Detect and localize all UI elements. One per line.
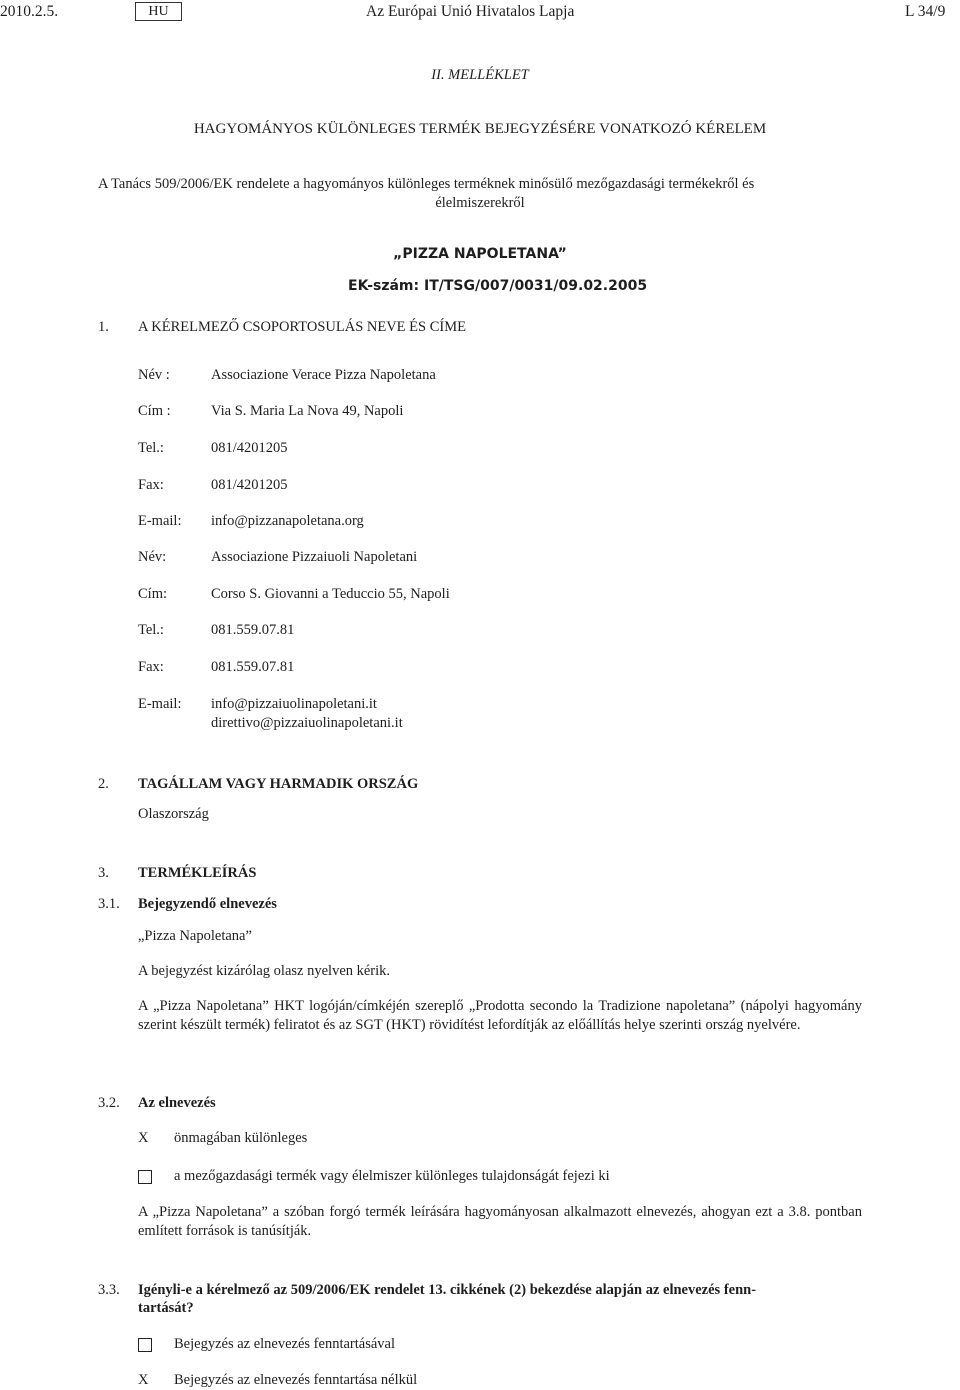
section-3-3-title-line-1: Igényli-e a kérelmező az 509/2006/EK rendelet 13. cikkének (2) bekezdése alapján az elnevezés fenn- <box>138 1282 757 1298</box>
section-1-title: A KÉRELMEZŐ CSOPORTOSULÁS NEVE ÉS CÍME <box>138 319 466 335</box>
applicant1-fax: 081/4201205 <box>211 477 288 493</box>
main-title: HAGYOMÁNYOS KÜLÖNLEGES TERMÉK BEJEGYZÉSÉRE VONATKOZÓ KÉRELEM <box>193 121 767 137</box>
member-state: Olaszország <box>138 806 209 822</box>
applicant1-fax-label: Fax: <box>138 477 164 493</box>
applicant2-fax-label: Fax: <box>138 659 164 675</box>
section-3-1-title: Bejegyzendő elnevezés <box>138 896 277 912</box>
registered-name: „Pizza Napoletana” <box>138 928 252 944</box>
applicant2-address-label: Cím: <box>138 586 168 602</box>
applicant1-name-label: Név : <box>138 367 170 383</box>
section-3-1-number: 3.1. <box>98 896 120 912</box>
header-date: 2010.2.5. <box>0 3 59 20</box>
section-2-title: TAGÁLLAM VAGY HARMADIK ORSZÁG <box>138 776 419 792</box>
regulation-line-1: A Tanács 509/2006/EK rendelete a hagyományos különleges terméknek minősülő mezőgazdasági termékekről és <box>98 176 755 192</box>
applicant2-fax: 081.559.07.81 <box>211 659 295 675</box>
option-specific-in-itself: önmagában különleges <box>174 1130 308 1146</box>
applicant1-address-label: Cím : <box>138 403 171 419</box>
section-3-2-number: 3.2. <box>98 1095 120 1111</box>
section-2-number: 2. <box>98 776 109 792</box>
applicant2-email-label: E-mail: <box>138 696 182 712</box>
applicant1-address: Via S. Maria La Nova 49, Napoli <box>211 403 404 419</box>
ek-number: EK-szám: IT/TSG/007/0031/09.02.2005 <box>348 278 648 294</box>
option-with-reservation: Bejegyzés az elnevezés fenntartásával <box>174 1336 395 1352</box>
product-name: „PIZZA NAPOLETANA” <box>393 246 567 262</box>
option-without-reservation: Bejegyzés az elnevezés fenntartása nélkül <box>174 1372 418 1388</box>
applicant1-email-label: E-mail: <box>138 513 182 529</box>
empty-checkbox-icon <box>138 1338 152 1352</box>
language-badge: HU <box>135 2 182 21</box>
applicant2-address: Corso S. Giovanni a Teduccio 55, Napoli <box>211 586 450 602</box>
applicant1-email: info@pizzanapoletana.org <box>211 513 364 529</box>
translation-paragraph: A „Pizza Napoletana” HKT logóján/címkéjén szereplő „Prodotta secondo la Tradizione napoletana” (nápolyi hagyomány szerint készült termék) feliratot és az SGT (HKT) rövidítést lefordítják az előállítás helye szerinti ország nyelvére. <box>138 998 862 1033</box>
annex-label: II. MELLÉKLET <box>431 67 529 83</box>
applicant1-tel-label: Tel.: <box>138 440 164 456</box>
section-1-number: 1. <box>98 319 109 335</box>
section-3-number: 3. <box>98 865 109 881</box>
language-note: A bejegyzést kizárólag olasz nyelven kérik. <box>138 963 391 979</box>
applicant1-tel: 081/4201205 <box>211 440 288 456</box>
applicant2-name-label: Név: <box>138 549 167 565</box>
section-3-title: TERMÉKLEÍRÁS <box>138 865 257 881</box>
page-number: L 34/9 <box>905 3 946 20</box>
checked-mark: X <box>138 1130 149 1146</box>
section-3-3-number: 3.3. <box>98 1282 120 1298</box>
journal-title: Az Európai Unió Hivatalos Lapja <box>366 3 575 20</box>
applicant2-tel: 081.559.07.81 <box>211 622 295 638</box>
applicant2-tel-label: Tel.: <box>138 622 164 638</box>
applicant2-name: Associazione Pizzaiuoli Napoletani <box>211 549 418 565</box>
option-expresses-specific-character: a mezőgazdasági termék vagy élelmiszer különleges tulajdonságát fejezi ki <box>174 1168 610 1184</box>
applicant2-email-1: info@pizzaiuolinapoletani.it <box>211 696 377 712</box>
applicant2-email-2: direttivo@pizzaiuolinapoletani.it <box>211 715 403 731</box>
name-justification-paragraph: A „Pizza Napoletana” a szóban forgó termék leírására hagyományosan alkalmazott elnevezés, ahogyan ezt a 3.8. pontban említett források is tanúsítják. <box>138 1204 862 1239</box>
section-3-3-title-line-2: tartását? <box>138 1300 194 1316</box>
applicant1-name: Associazione Verace Pizza Napoletana <box>211 367 436 383</box>
section-3-2-title: Az elnevezés <box>138 1095 216 1111</box>
checked-mark: X <box>138 1372 149 1388</box>
regulation-line-2: élelmiszerekről <box>435 195 525 211</box>
empty-checkbox-icon <box>138 1170 152 1184</box>
